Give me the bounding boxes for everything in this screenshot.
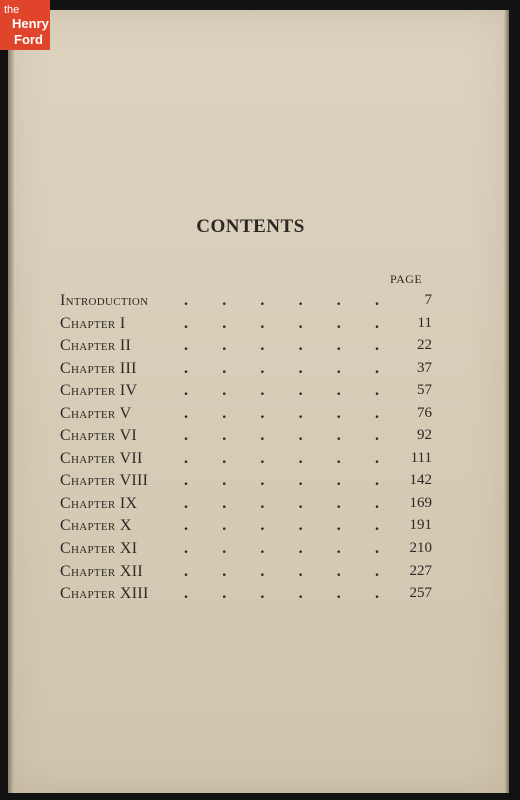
toc-entry-label: Chapter VIII	[60, 472, 149, 490]
toc-entry	[60, 382, 432, 405]
dot-leaders: . . . . . .	[184, 517, 379, 535]
toc-entry-page-number: 22	[417, 337, 432, 354]
toc-entry-page-number: 57	[417, 382, 432, 399]
toc-entry	[60, 585, 432, 608]
toc-entry	[60, 517, 432, 540]
toc-entry-page-number: 169	[409, 494, 432, 511]
dot-leaders: . . . . . .	[184, 472, 379, 490]
dot-leaders: . . . . . .	[184, 382, 379, 400]
contents-heading: CONTENTS	[196, 216, 305, 237]
dot-leaders: . . . . . .	[184, 494, 379, 512]
toc-entry	[60, 337, 432, 360]
dot-leaders: . . . . . .	[184, 292, 379, 309]
toc-entry	[60, 540, 432, 563]
dot-leaders: . . . . . .	[184, 314, 379, 332]
toc-entry-label: Introduction	[60, 292, 149, 309]
toc-entry-label: Chapter VII	[60, 449, 143, 467]
toc-entry	[60, 563, 432, 586]
book-page	[8, 10, 509, 793]
toc-entry-label: Chapter V	[60, 404, 132, 422]
toc-entry-page-number: 92	[417, 427, 432, 444]
toc-entry	[60, 472, 432, 495]
toc-entry	[60, 405, 432, 428]
toc-entry-label: Chapter X	[60, 517, 132, 535]
page-spine-shadow	[8, 10, 14, 793]
toc-entry	[60, 495, 432, 518]
dot-leaders: . . . . . .	[184, 585, 379, 603]
toc-entry-page-number: 227	[409, 562, 432, 579]
toc-entry-page-number: 76	[417, 404, 432, 421]
logo-text-henry: Henry	[12, 16, 49, 31]
logo-text-the: the	[4, 4, 20, 16]
toc-entry-label: Chapter IV	[60, 382, 138, 400]
toc-entry-page-number: 142	[409, 472, 432, 489]
page-edge-shadow	[504, 10, 509, 793]
toc-entry	[60, 450, 432, 473]
toc-entry-label: Chapter XII	[60, 562, 143, 580]
toc-entry	[60, 427, 432, 450]
toc-entry-label: Chapter I	[60, 314, 126, 332]
toc-entry-label: Chapter III	[60, 359, 137, 377]
toc-entry-page-number: 111	[410, 449, 432, 466]
toc-entry	[60, 360, 432, 383]
toc-entry-page-number: 7	[424, 292, 432, 308]
page-column-label: PAGE	[390, 272, 423, 286]
table-of-contents	[60, 292, 432, 608]
toc-entry-page-number: 210	[409, 540, 432, 557]
toc-entry-label: Chapter VI	[60, 427, 138, 445]
henry-ford-logo	[0, 0, 50, 50]
toc-entry-page-number: 257	[409, 585, 432, 602]
toc-entry-page-number: 37	[417, 359, 432, 376]
toc-entry-label: Chapter II	[60, 337, 132, 355]
dot-leaders: . . . . . .	[184, 562, 379, 580]
dot-leaders: . . . . . .	[184, 449, 379, 467]
dot-leaders: . . . . . .	[184, 427, 379, 445]
toc-entry-page-number: 11	[417, 314, 432, 331]
toc-entry	[60, 292, 432, 315]
dot-leaders: . . . . . .	[184, 540, 379, 558]
dot-leaders: . . . . . .	[184, 359, 379, 377]
toc-entry	[60, 315, 432, 338]
toc-entry-label: Chapter XIII	[60, 585, 149, 603]
logo-text-ford: Ford	[14, 32, 43, 47]
dot-leaders: . . . . . .	[184, 404, 379, 422]
toc-entry-page-number: 191	[409, 517, 432, 534]
dot-leaders: . . . . . .	[184, 337, 379, 355]
toc-entry-label: Chapter IX	[60, 494, 138, 512]
toc-entry-label: Chapter XI	[60, 540, 138, 558]
